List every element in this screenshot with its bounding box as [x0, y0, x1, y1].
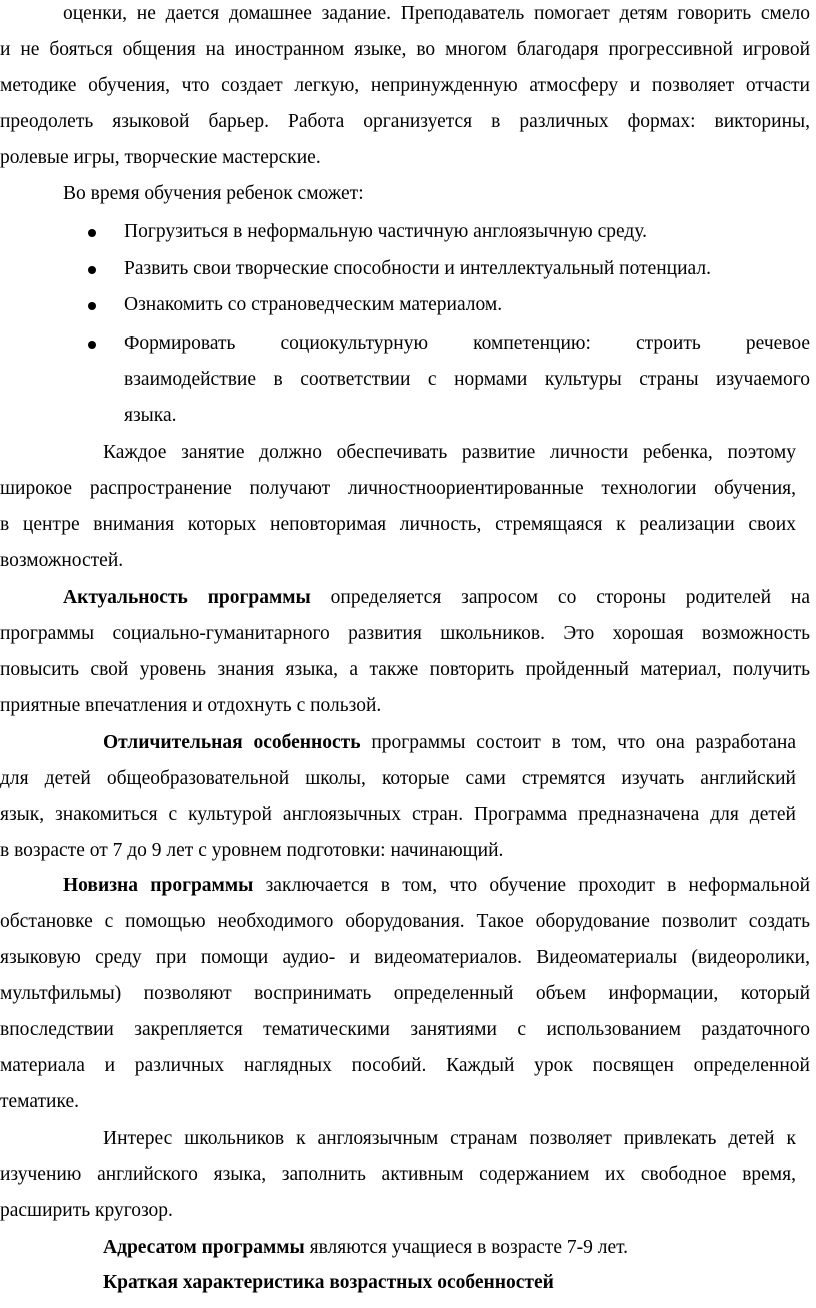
text-line: обстановке с помощью необходимого оборудования. Такое оборудование позволит создать: [0, 911, 810, 932]
bullet-icon: [88, 302, 96, 310]
list-item-text: Ознакомить со страноведческим материалом.: [124, 294, 503, 315]
section-heading-text: Краткая характеристика возрастных особенностей: [103, 1272, 554, 1293]
intro-paragraph: [0, 0, 816, 176]
text-line: приятные впечатления и отдохнуть с пользой.: [0, 695, 382, 716]
interest-paragraph: [0, 1121, 816, 1229]
section-heading: [0, 1265, 816, 1301]
text-line: изучению английского языка, заполнить активным содержанием их свободное время,: [0, 1164, 796, 1185]
bullet-icon: [88, 266, 96, 274]
novelty-paragraph: [0, 868, 816, 1120]
bullet-icon: [88, 229, 96, 237]
during-training-paragraph: [0, 176, 816, 212]
list-item-text: языка.: [124, 405, 177, 426]
novelty-heading: Новизна программы: [63, 875, 254, 896]
text-line: в центре внимания которых неповторимая личность, стремящаяся к реализации своих: [0, 514, 796, 535]
text-line: программы социально-гуманитарного развития школьников. Это хорошая возможность: [0, 623, 810, 644]
text-line: впоследствии закрепляется тематическими занятиями с использованием раздаточного: [0, 1019, 810, 1040]
relevance-text: определяется запросом со стороны родителей на: [330, 587, 811, 608]
list-item-text: Формировать социокультурную компетенцию: строить речевое: [124, 333, 810, 354]
bullet-icon: [88, 341, 96, 349]
relevance-paragraph: [0, 580, 816, 724]
text-line: [0, 868, 816, 904]
novelty-text: заключается в том, что обучение проходит в неформальной: [265, 875, 811, 896]
text-line: мультфильмы) позволяют воспринимать определенный объем информации, который: [0, 983, 810, 1004]
text-line: методике обучения, что создает легкую, непринужденную атмосферу и позволяет отчасти: [0, 75, 810, 96]
text-line: и не бояться общения на иностранном языке, во многом благодаря прогрессивной игровой: [0, 39, 810, 60]
text-line: расширить кругозор.: [0, 1200, 173, 1221]
list-item-text: Погрузиться в неформальную частичную англоязычную среду.: [124, 221, 647, 242]
addressee-text: являются учащиеся в возрасте 7-9 лет.: [309, 1237, 629, 1258]
list-item-text: взаимодействие в соответствии с нормами культуры страны изучаемого: [124, 369, 810, 390]
list-item-text: Развить свои творческие способности и интеллектуальный потенциал.: [124, 258, 711, 279]
text-line: возможностей.: [0, 550, 124, 571]
age-section-heading: [0, 1265, 816, 1301]
relevance-heading: Актуальность программы: [63, 587, 311, 608]
text-line: Во время обучения ребенок сможет:: [63, 183, 364, 204]
text-line: язык, знакомиться с культурой англоязычных стран. Программа предназначена для детей: [0, 804, 796, 825]
distinctive-text: программы состоит в том, что она разработана: [371, 732, 796, 753]
each-lesson-paragraph: [0, 435, 816, 579]
text-line: материала и различных наглядных пособий. Каждый урок посвящен определенной: [0, 1055, 810, 1076]
text-line: Интерес школьников к англоязычным странам позволяет привлекать детей к: [103, 1128, 796, 1149]
text-line: в возрасте от 7 до 9 лет с уровнем подготовки: начинающий.: [0, 840, 504, 861]
text-line: оценки, не дается домашнее задание. Преподаватель помогает детям говорить смело: [63, 3, 810, 24]
addressee-paragraph: [0, 1230, 816, 1266]
text-line: преодолеть языковой барьер. Работа организуется в различных формах: викторины,: [0, 111, 810, 132]
text-line: языковую среду при помощи аудио- и видеоматериалов. Видеоматериалы (видеоролики,: [0, 947, 810, 968]
distinctive-paragraph: [0, 725, 816, 869]
text-line: тематике.: [0, 1091, 80, 1112]
text-line: широкое распространение получают личностноориентированные технологии обучения,: [0, 478, 796, 499]
text-line: [0, 725, 816, 761]
text-line: [0, 580, 816, 616]
text-line: для детей общеобразовательной школы, которые сами стремятся изучать английский: [0, 768, 796, 789]
addressee-heading: Адресатом программы: [103, 1237, 305, 1258]
text-line: [0, 1230, 816, 1266]
text-line: повысить свой уровень знания языка, а также повторить пройденный материал, получить: [0, 659, 810, 680]
text-line: ролевые игры, творческие мастерские.: [0, 147, 321, 168]
distinctive-heading: Отличительная особенность: [103, 732, 361, 753]
text-line: Каждое занятие должно обеспечивать развитие личности ребенка, поэтому: [103, 442, 796, 463]
